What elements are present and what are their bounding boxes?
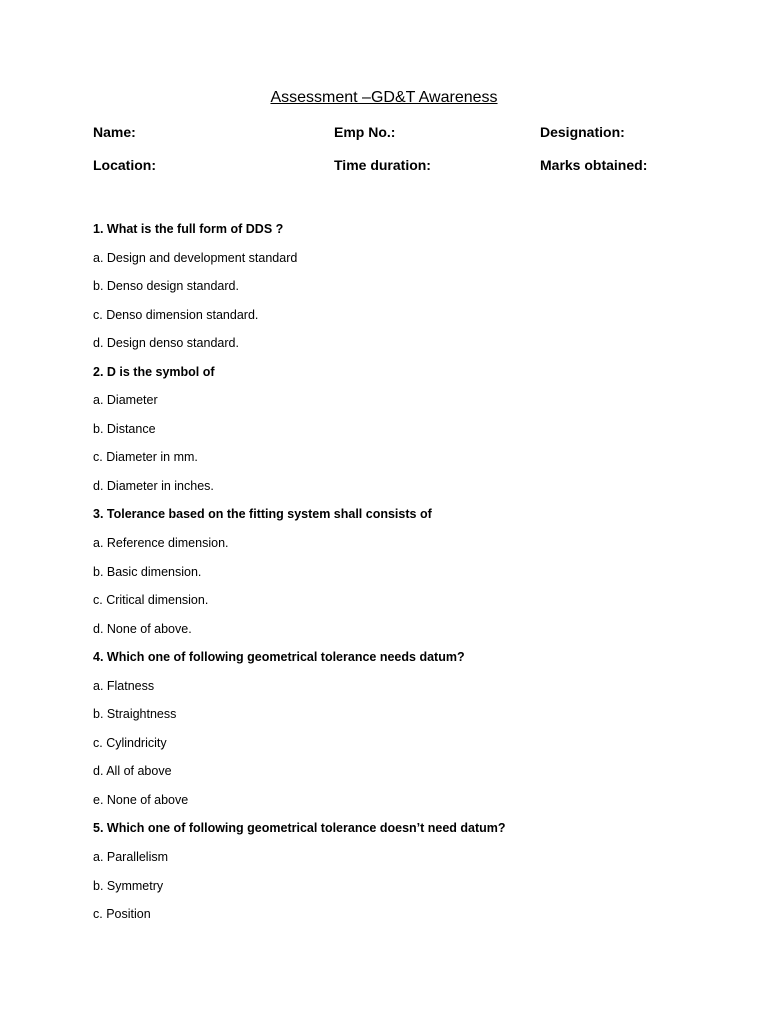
question-3-option-a: a. Reference dimension. <box>93 536 229 551</box>
question-2: 2. D is the symbol of <box>93 364 215 379</box>
question-3-option-b: b. Basic dimension. <box>93 564 202 579</box>
question-1: 1. What is the full form of DDS ? <box>93 222 284 236</box>
question-3-option-d: d. None of above. <box>93 621 192 636</box>
question-3: 3. Tolerance based on the fitting system shall consists of <box>93 507 432 522</box>
question-2-option-c: c. Diameter in mm. <box>93 450 198 465</box>
question-list <box>93 219 713 933</box>
question-5: 5. Which one of following geometrical tolerance doesn’t need datum? <box>93 821 506 836</box>
location-field-label: Location: <box>93 157 156 173</box>
question-5-option-c: c. Position <box>93 907 151 922</box>
question-4: 4. Which one of following geometrical tolerance needs datum? <box>93 650 465 665</box>
question-2-option-a: a. Diameter <box>93 393 158 408</box>
question-5-option-b: b. Symmetry <box>93 878 164 893</box>
question-4-option-c: c. Cylindricity <box>93 735 167 750</box>
question-1-option-a: a. Design and development standard <box>93 250 298 265</box>
name-field-label: Name: <box>93 124 136 140</box>
question-4-option-a: a. Flatness <box>93 678 155 693</box>
time-duration-field-label: Time duration: <box>334 157 431 173</box>
marks-obtained-field-label: Marks obtained: <box>540 157 648 173</box>
question-3-option-c: c. Critical dimension. <box>93 593 209 608</box>
question-1-option-c: c. Denso dimension standard. <box>93 307 259 322</box>
question-2-option-d: d. Diameter in inches. <box>93 478 214 493</box>
question-1-option-d: d. Design denso standard. <box>93 336 239 351</box>
question-5-option-a: a. Parallelism <box>93 850 169 865</box>
question-2-option-b: b. Distance <box>93 421 156 436</box>
question-4-option-d: d. All of above <box>93 764 172 779</box>
document-title: Assessment –GD&T Awareness <box>270 89 498 106</box>
emp-no-field-label: Emp No.: <box>334 124 396 140</box>
designation-field-label: Designation: <box>540 124 625 140</box>
question-4-option-e: e. None of above <box>93 792 189 807</box>
question-1-option-b: b. Denso design standard. <box>93 279 239 294</box>
question-4-option-b: b. Straightness <box>93 707 177 722</box>
